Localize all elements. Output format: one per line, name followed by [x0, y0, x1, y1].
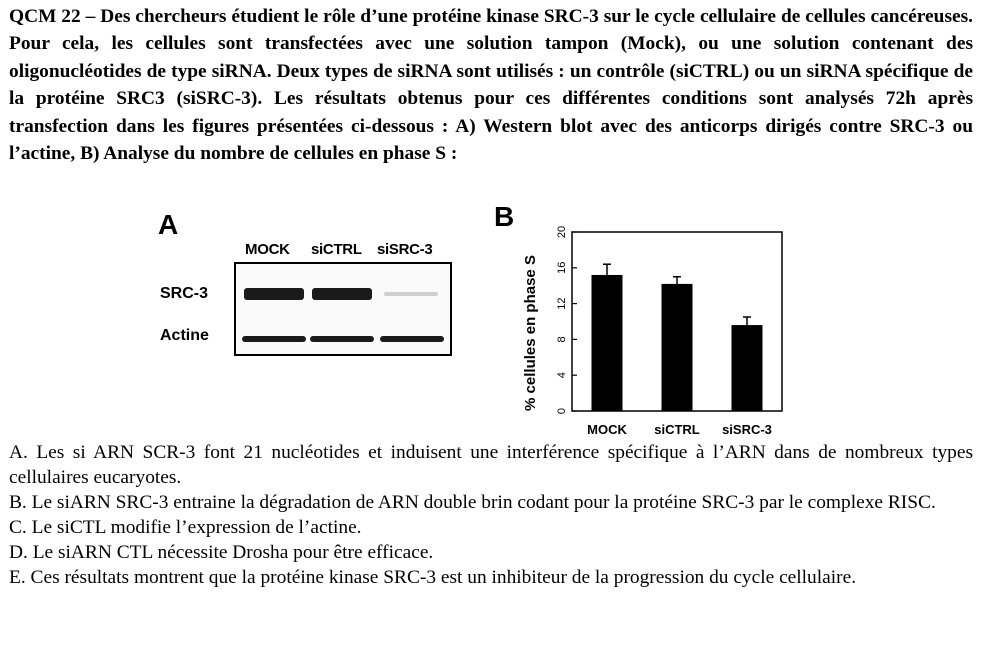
panel-a-label: A [158, 209, 179, 240]
western-blot [234, 262, 452, 356]
lane-label-sisrc3: siSRC-3 [377, 241, 433, 258]
lane-label-mock: MOCK [245, 241, 290, 258]
lane-label-sictrl: siCTRL [311, 241, 362, 258]
answer-d: D. Le siARN CTL nécessite Drosha pour être efficace. [9, 542, 434, 563]
question-text-block [9, 3, 973, 167]
y-tick-label: 4 [556, 372, 568, 379]
bar-sisrc-3 [732, 325, 763, 411]
band-src3-mock [244, 288, 304, 300]
band-src3-sisrc3 [384, 292, 438, 296]
answer-list [9, 440, 973, 590]
row-label-src3: SRC-3 [160, 285, 209, 302]
x-tick-label: siSRC-3 [722, 422, 772, 437]
row-label-actine: Actine [160, 327, 209, 344]
x-tick-label: MOCK [587, 422, 627, 437]
y-axis-label: % cellules en phase S [522, 255, 539, 411]
s-phase-bar-chart [515, 220, 790, 440]
y-tick-label: 16 [556, 261, 568, 274]
band-actine-mock [242, 336, 306, 342]
answer-c: C. Le siCTL modifie l’expression de l’actine. [9, 517, 362, 538]
y-tick-label: 20 [556, 225, 568, 239]
y-tick-label: 12 [556, 297, 568, 310]
band-actine-sictrl [310, 336, 374, 342]
y-tick-label: 0 [556, 407, 568, 415]
band-src3-sictrl [312, 288, 372, 300]
bar-mock [592, 275, 623, 411]
x-tick-label: siCTRL [654, 422, 700, 437]
panel-b-label: B [494, 201, 515, 232]
y-tick-label: 8 [556, 336, 568, 343]
answer-b: B. Le siARN SRC-3 entraine la dégradation de ARN double brin codant pour la protéine SRC-3 par le complexe RISC. [9, 492, 936, 513]
bar-sictrl [662, 284, 693, 411]
band-actine-sisrc3 [380, 336, 444, 342]
answer-e: E. Ces résultats montrent que la protéine kinase SRC-3 est un inhibiteur de la progression du cycle cellulaire. [9, 567, 857, 588]
question-text: QCM 22 – Des chercheurs étudient le rôle d’une protéine kinase SRC-3 sur le cycle cellulaire de cellules cancéreuses. Pour cela, les cellules sont transfectées avec une solution tampon (Mock), ou une solution contenant des oligonucléotides de type siRNA. Deux types de siRNA sont utilisés : un contrôle (siCTRL) ou un siRNA spécifique de la protéine SRC3 (siSRC-3). Les résultats obtenus pour ces différentes conditions sont analysés 72h après transfection dans les figures présentées ci-dessous : A) Western blot avec des anticorps dirigés contre SRC-3 ou l’actine, B) Analyse du nombre de cellules en phase S : [9, 6, 973, 165]
answer-a: A. Les si ARN SCR-3 font 21 nucléotides et induisent une interférence spécifique à l’ARN dans de nombreux types cellulaires eucaryotes. [9, 442, 973, 488]
plot-area [556, 226, 782, 437]
